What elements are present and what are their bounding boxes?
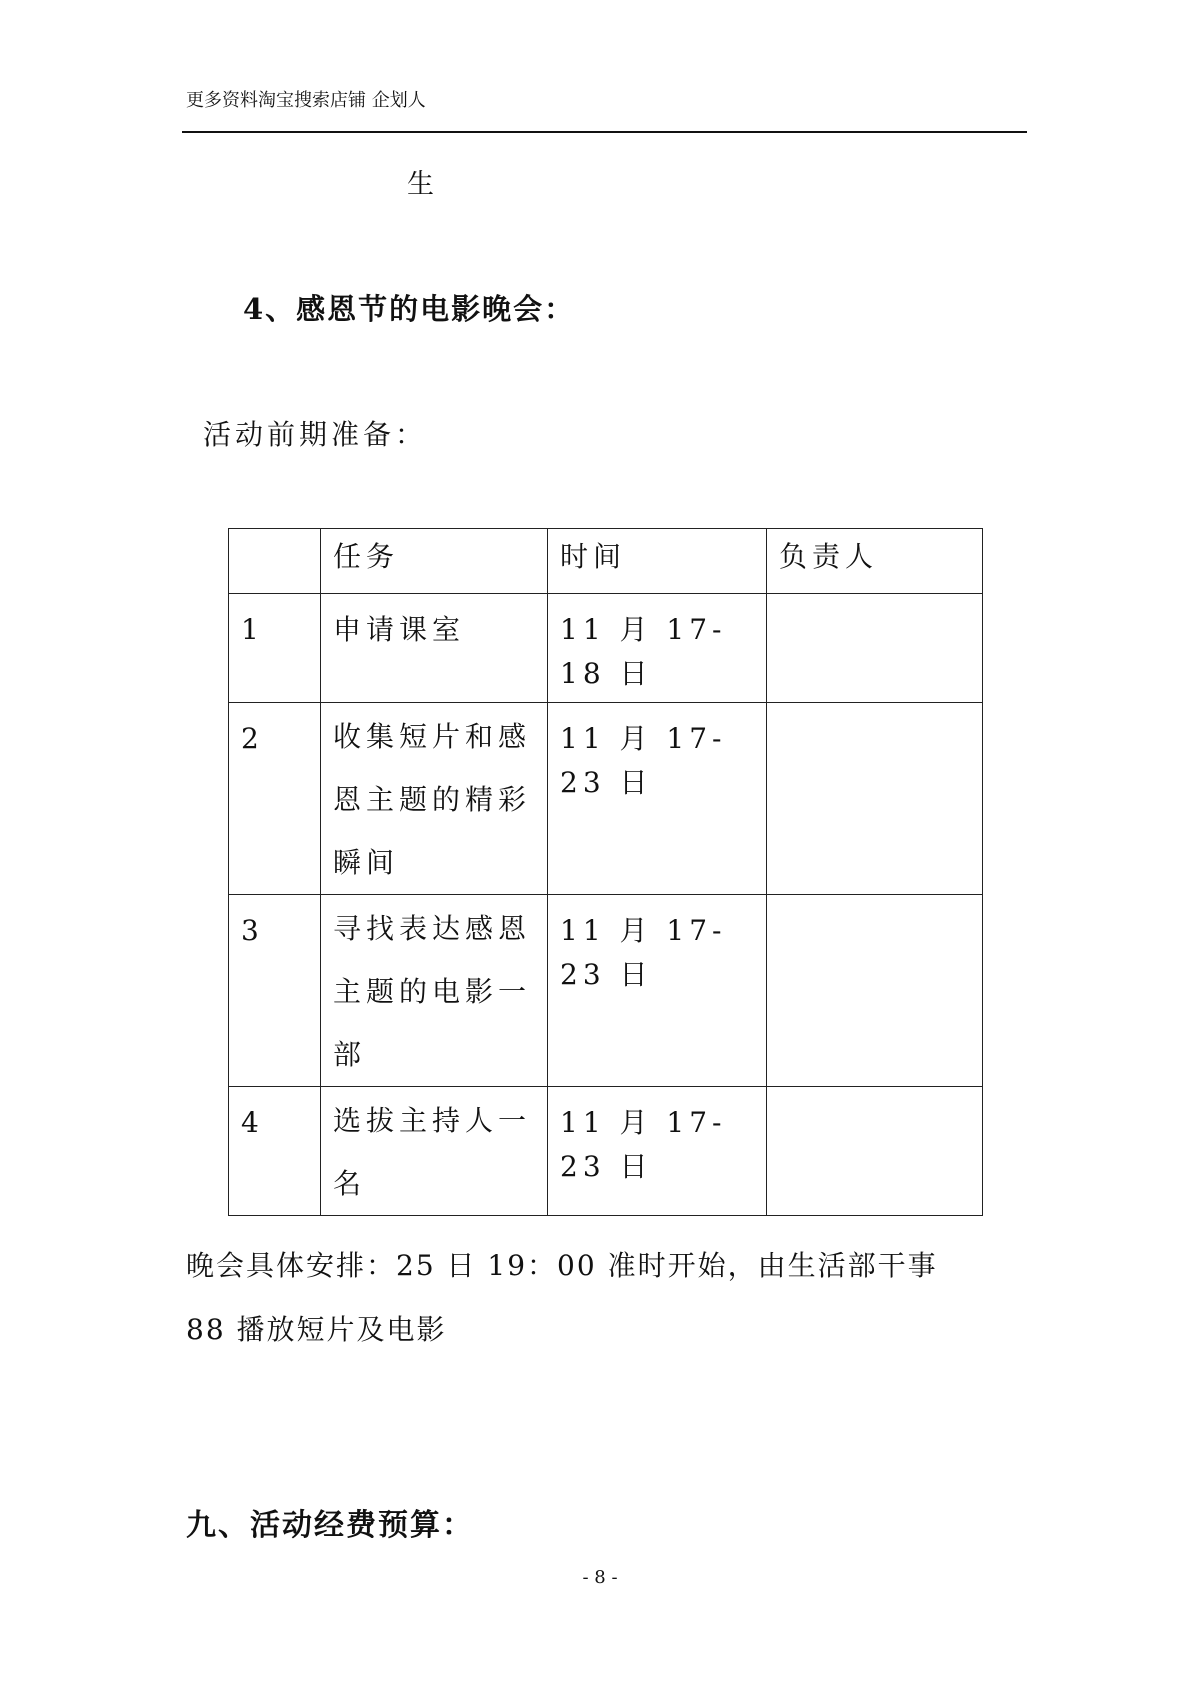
row-task: 申请课室: [321, 594, 548, 703]
header-note: 更多资料淘宝搜索店铺 企划人: [186, 90, 426, 111]
row-task: 收集短片和感恩主题的精彩瞬间: [321, 703, 548, 895]
table-row: [229, 1087, 983, 1216]
continued-text-fragment: 生: [407, 169, 434, 200]
table-header-cell: 任务: [321, 529, 548, 594]
header-rule: [182, 131, 1027, 133]
arrangement-line-1: 晚会具体安排：25 日 19：00 准时开始，由生活部干事: [186, 1249, 938, 1282]
row-owner: [767, 703, 983, 895]
table-header-row: [229, 529, 983, 594]
row-owner: [767, 895, 983, 1087]
page-number: - 8 -: [582, 1567, 618, 1588]
row-time: 11 月 17-18 日: [548, 594, 767, 703]
row-time: 11 月 17-23 日: [548, 1087, 767, 1216]
row-task: 寻找表达感恩主题的电影一部: [321, 895, 548, 1087]
task-table: [228, 528, 983, 1216]
row-time: 11 月 17-23 日: [548, 895, 767, 1087]
table-header-cell: 负责人: [767, 529, 983, 594]
row-owner: [767, 1087, 983, 1216]
table-header-cell: 时间: [548, 529, 767, 594]
row-number: 2: [229, 703, 321, 895]
arrangement-line-2: 88 播放短片及电影: [186, 1313, 447, 1346]
table-row: [229, 895, 983, 1087]
row-task: 选拔主持人一名: [321, 1087, 548, 1216]
table-row: [229, 594, 983, 703]
row-number: 1: [229, 594, 321, 703]
row-number: 3: [229, 895, 321, 1087]
row-owner: [767, 594, 983, 703]
row-number: 4: [229, 1087, 321, 1216]
row-time: 11 月 17-23 日: [548, 703, 767, 895]
prep-label: 活动前期准备：: [203, 418, 428, 451]
table-header-cell: [229, 529, 321, 594]
section-heading: 九、活动经费预算：: [186, 1508, 474, 1543]
table-row: [229, 703, 983, 895]
subheading: 4、感恩节的电影晚会：: [243, 292, 576, 326]
